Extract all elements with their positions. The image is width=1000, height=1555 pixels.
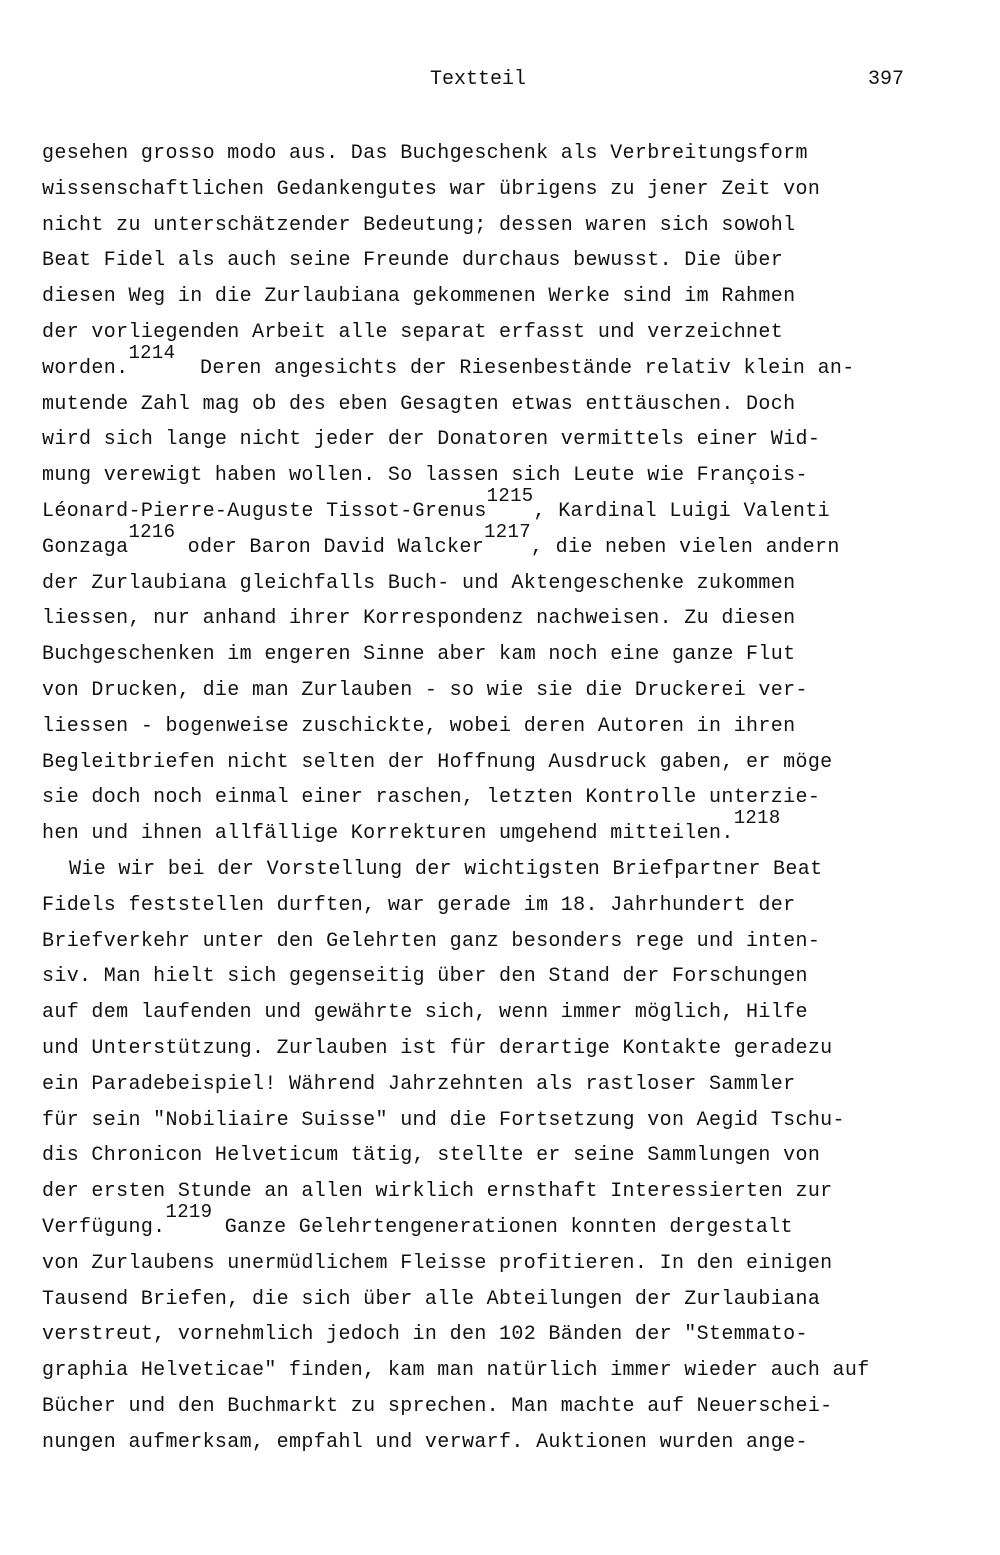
footnote-marker: 1216 bbox=[128, 520, 176, 543]
line-text: Verfügung. bbox=[42, 1215, 166, 1239]
text-line bbox=[42, 208, 942, 244]
text-line bbox=[42, 924, 942, 960]
line-text: Deren angesichts der Riesenbestände relativ klein an- bbox=[175, 356, 855, 380]
text-line bbox=[42, 1067, 942, 1103]
text-line bbox=[42, 745, 942, 781]
text-line bbox=[42, 243, 942, 279]
line-text: diesen Weg in die Zurlaubiana gekommenen Werke sind im Rahmen bbox=[42, 285, 796, 309]
footnote-marker: 1215 bbox=[486, 484, 534, 507]
text-line bbox=[42, 709, 942, 745]
line-text: der Zurlaubiana gleichfalls Buch- und Aktengeschenke zukommen bbox=[42, 571, 796, 595]
footnote-marker: 1218 bbox=[733, 807, 781, 830]
line-text: von Zurlaubens unermüdlichem Fleisse profitieren. In den einigen bbox=[42, 1251, 833, 1275]
text-line bbox=[42, 1246, 942, 1282]
text-line bbox=[42, 136, 942, 172]
line-text: Begleitbriefen nicht selten der Hoffnung Ausdruck gaben, er möge bbox=[42, 750, 833, 774]
line-text: Fidels feststellen durften, war gerade im 18. Jahrhundert der bbox=[42, 893, 796, 917]
text-line bbox=[42, 995, 942, 1031]
text-line bbox=[42, 172, 942, 208]
text-line bbox=[42, 1389, 942, 1425]
line-text: oder Baron David Walcker bbox=[175, 535, 485, 559]
text-line bbox=[42, 673, 942, 709]
text-line bbox=[42, 1353, 942, 1389]
line-text: gesehen grosso modo aus. Das Buchgeschenk als Verbreitungsform bbox=[42, 142, 808, 165]
text-line bbox=[42, 566, 942, 602]
line-text: graphia Helveticae" finden, kam man natürlich immer wieder auch auf bbox=[42, 1359, 870, 1383]
footnote-marker: 1217 bbox=[484, 520, 531, 543]
line-text: siv. Man hielt sich gegenseitig über den Stand der Forschungen bbox=[42, 965, 808, 989]
line-text: der vorliegenden Arbeit alle separat erfasst und verzeichnet bbox=[42, 320, 784, 344]
line-text: hen und ihnen allfällige Korrekturen umgehend mitteilen. bbox=[42, 822, 734, 846]
line-text: liessen - bogenweise zuschickte, wobei deren Autoren in ihren bbox=[42, 714, 796, 738]
text-line bbox=[42, 852, 942, 888]
line-text: nicht zu unterschätzender Bedeutung; dessen waren sich sowohl bbox=[42, 213, 796, 237]
text-line bbox=[42, 780, 942, 816]
text-line bbox=[42, 1317, 942, 1353]
line-text: ein Paradebeispiel! Während Jahrzehnten als rastloser Sammler bbox=[42, 1072, 796, 1096]
text-line bbox=[42, 387, 942, 423]
line-text: verstreut, vornehmlich jedoch in den 102 Bänden der "Stemmato- bbox=[42, 1323, 808, 1347]
running-title: Textteil bbox=[430, 68, 527, 91]
line-text: liessen, nur anhand ihrer Korrespondenz nachweisen. Zu diesen bbox=[42, 607, 796, 631]
line-text: mutende Zahl mag ob des eben Gesagten etwas enttäuschen. Doch bbox=[42, 392, 796, 416]
text-line bbox=[42, 807, 942, 852]
line-text: worden. bbox=[42, 356, 129, 380]
text-line bbox=[42, 959, 942, 995]
page-header bbox=[0, 64, 1000, 94]
line-text: dis Chronicon Helveticum tätig, stellte er seine Sammlungen von bbox=[42, 1144, 821, 1168]
line-text: für sein "Nobiliaire Suisse" und die Fortsetzung von Aegid Tschu- bbox=[42, 1108, 845, 1132]
text-line bbox=[42, 601, 942, 637]
line-text: nungen aufmerksam, empfahl und verwarf. Auktionen wurden ange- bbox=[42, 1430, 808, 1454]
footnote-marker: 1219 bbox=[165, 1200, 213, 1223]
footnote-marker: 1214 bbox=[128, 341, 176, 364]
text-line bbox=[42, 1282, 942, 1318]
text-line bbox=[42, 1103, 942, 1139]
line-text: , Kardinal Luigi Valenti bbox=[533, 499, 830, 523]
body-text bbox=[42, 136, 942, 1460]
text-line bbox=[42, 1200, 942, 1246]
line-text: Gonzaga bbox=[42, 535, 129, 559]
line-text: sie doch noch einmal einer raschen, letzten Kontrolle unterzie- bbox=[42, 786, 821, 810]
text-line bbox=[42, 341, 942, 387]
text-line bbox=[42, 637, 942, 673]
line-text: mung verewigt haben wollen. So lassen sich Leute wie François- bbox=[42, 464, 808, 488]
line-text: Briefverkehr unter den Gelehrten ganz besonders rege und inten- bbox=[42, 929, 821, 953]
line-text: Beat Fidel als auch seine Freunde durchaus bewusst. Die über bbox=[42, 249, 784, 273]
line-text: Wie wir bei der Vorstellung der wichtigsten Briefpartner Beat bbox=[69, 857, 823, 881]
text-line bbox=[42, 315, 942, 351]
line-text: wissenschaftlichen Gedankengutes war übrigens zu jener Zeit von bbox=[42, 177, 821, 201]
text-line bbox=[42, 422, 942, 458]
text-line bbox=[42, 1138, 942, 1174]
text-line bbox=[42, 888, 942, 924]
line-text: Ganze Gelehrtengenerationen konnten dergestalt bbox=[212, 1215, 793, 1239]
text-line bbox=[42, 279, 942, 315]
line-text: Léonard-Pierre-Auguste Tissot-Grenus bbox=[42, 499, 487, 523]
line-text: von Drucken, die man Zurlauben - so wie sie die Druckerei ver- bbox=[42, 678, 808, 702]
text-line bbox=[42, 1425, 942, 1461]
line-text: und Unterstützung. Zurlauben ist für derartige Kontakte geradezu bbox=[42, 1036, 833, 1060]
text-line bbox=[42, 1031, 942, 1067]
line-text: Tausend Briefen, die sich über alle Abteilungen der Zurlaubiana bbox=[42, 1287, 821, 1311]
text-line bbox=[42, 520, 942, 566]
line-text: Bücher und den Buchmarkt zu sprechen. Man machte auf Neuerschei- bbox=[42, 1394, 833, 1418]
page-number: 397 bbox=[868, 68, 905, 91]
line-text: , die neben vielen andern bbox=[530, 535, 840, 559]
line-text: auf dem laufenden und gewährte sich, wenn immer möglich, Hilfe bbox=[42, 1001, 808, 1025]
line-text: der ersten Stunde an allen wirklich ernsthaft Interessierten zur bbox=[42, 1180, 833, 1204]
line-text: Buchgeschenken im engeren Sinne aber kam noch eine ganze Flut bbox=[42, 643, 796, 667]
line-text: wird sich lange nicht jeder der Donatoren vermittels einer Wid- bbox=[42, 428, 821, 452]
